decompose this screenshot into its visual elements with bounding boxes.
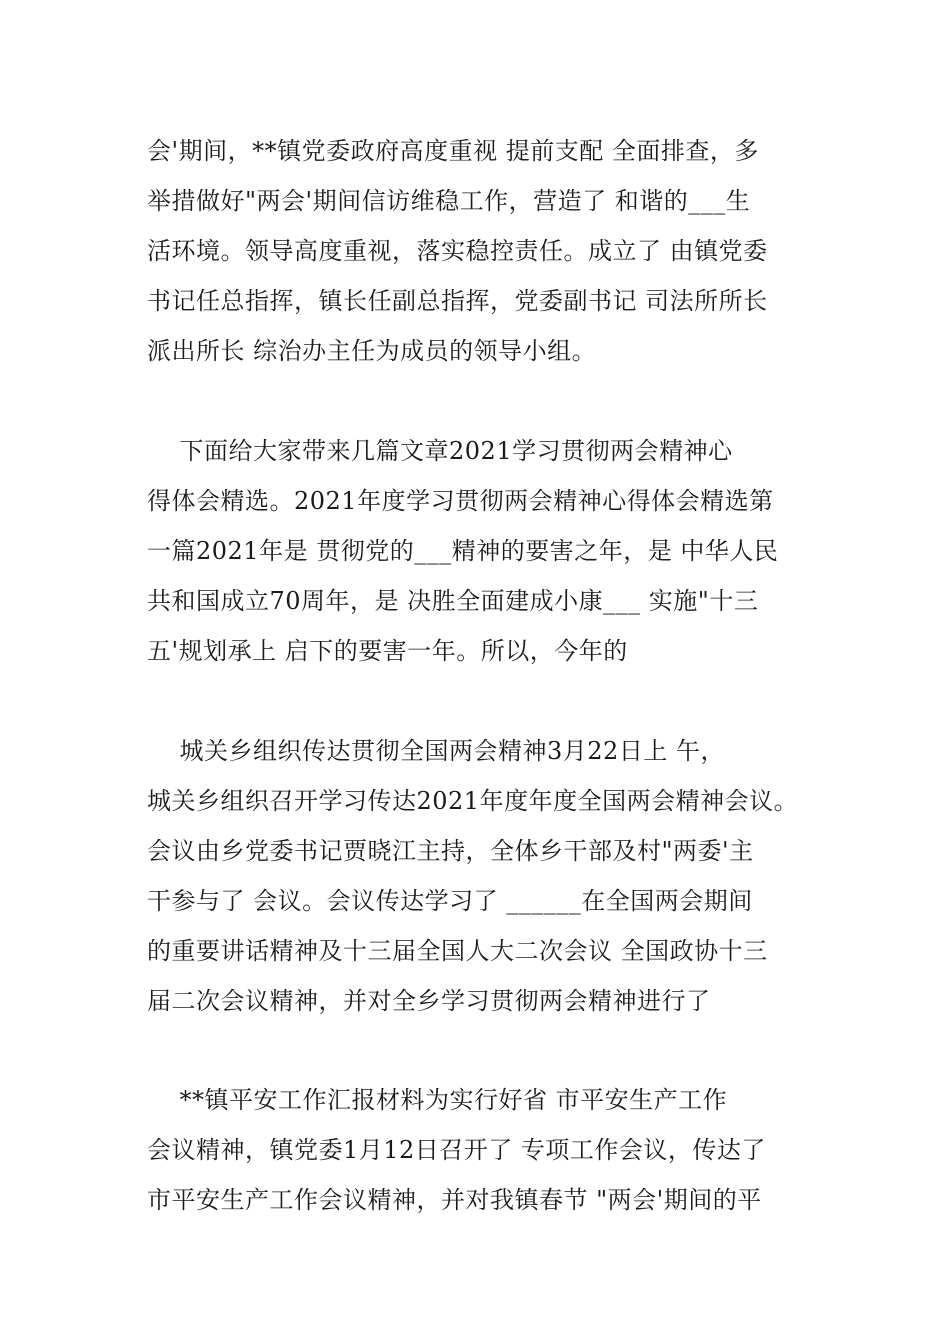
text-line: 活环境。领导高度重视，落实稳控责任。成立了 由镇党委 bbox=[147, 237, 768, 265]
text-line: 会议由乡党委书记贾晓江主持，全体乡干部及村"两委'主 bbox=[147, 837, 754, 865]
text-line: 会'期间，**镇党委政府高度重视 提前支配 全面排查，多 bbox=[147, 137, 759, 165]
text-line: 届二次会议精神，并对全乡学习贯彻两会精神进行了 bbox=[147, 987, 711, 1015]
text-line: 五'规划承上 启下的要害一年。所以，今年的 bbox=[147, 637, 628, 665]
text-line: 下面给大家带来几篇文章2021学习贯彻两会精神心 bbox=[147, 437, 733, 465]
text-line: 城关乡组织传达贯彻全国两会精神3月22日上 午， bbox=[147, 737, 725, 765]
text-line: **镇平安工作汇报材料为实行好省 市平安生产工作 bbox=[147, 1086, 728, 1114]
text-line: 共和国成立70周年，是 决胜全面建成小康___ 实施"十三 bbox=[147, 587, 759, 615]
text-line: 城关乡组织召开学习传达2021年度年度全国两会精神会议。 bbox=[147, 787, 799, 815]
text-line: 市平安生产工作会议精神，并对我镇春节 "两会'期间的平 bbox=[147, 1186, 762, 1214]
text-line: 书记任总指挥，镇长任副总指挥，党委副书记 司法所所长 bbox=[147, 287, 768, 315]
text-line: 干参与了 会议。会议传达学习了 ______在全国两会期间 bbox=[147, 887, 753, 915]
text-line: 派出所长 综治办主任为成员的领导小组。 bbox=[147, 337, 597, 365]
text-line: 得体会精选。2021年度学习贯彻两会精神心得体会精选第 bbox=[147, 487, 774, 515]
text-line: 会议精神，镇党委1月12日召开了 专项工作会议，传达了 bbox=[147, 1136, 766, 1164]
text-line: 的重要讲话精神及十三届全国人大二次会议 全国政协十三 bbox=[147, 937, 768, 965]
text-line: 一篇2021年是 贯彻党的___精神的要害之年，是 中华人民 bbox=[147, 537, 779, 565]
text-line: 举措做好"两会'期间信访维稳工作，营造了 和谐的___生 bbox=[147, 187, 751, 215]
